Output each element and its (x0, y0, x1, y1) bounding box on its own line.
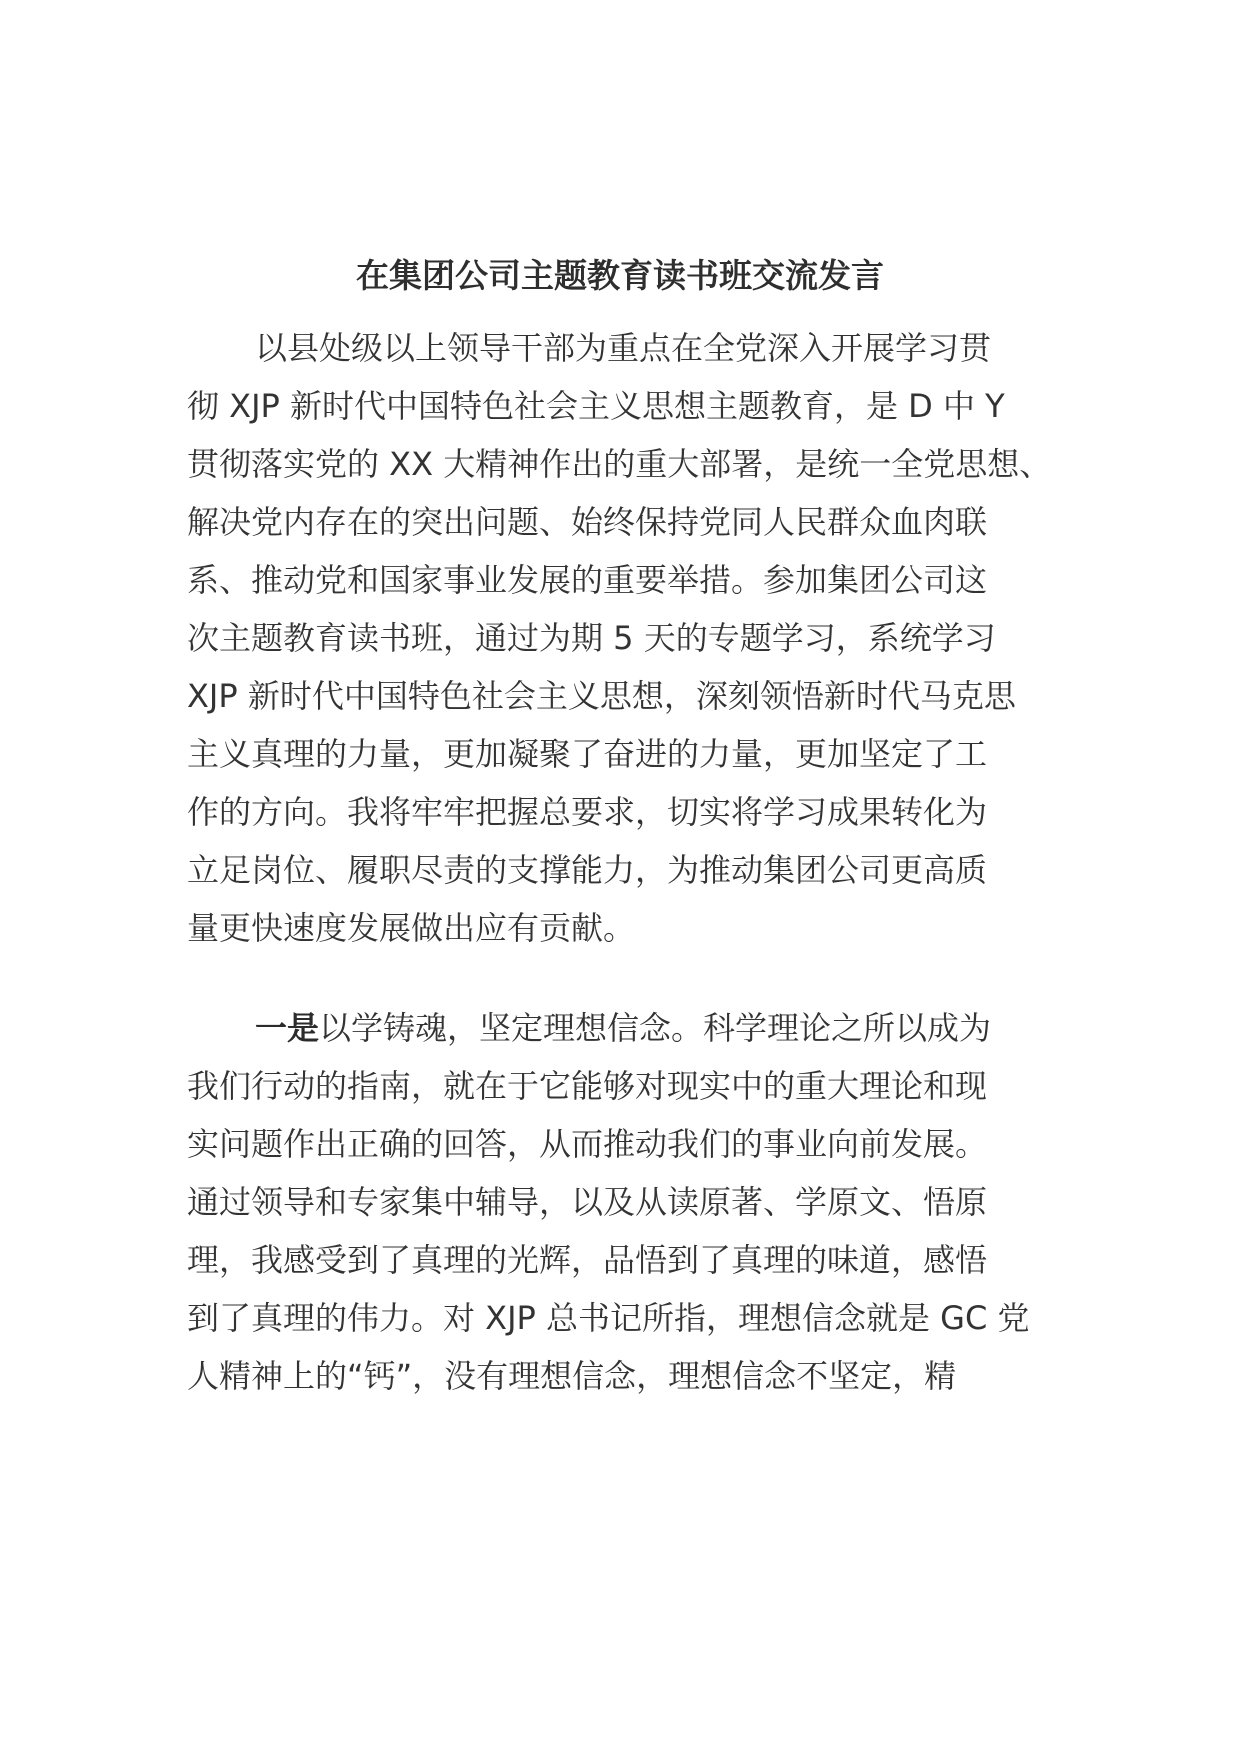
paragraph-1-line: XJP 新时代中国特色社会主义思想，深刻领悟新时代马克思 (187, 677, 1016, 715)
paragraph-2-line: 实问题作出正确的回答，从而推动我们的事业向前发展。 (187, 1125, 988, 1163)
paragraph-2-line: 人精神上的“钙”，没有理想信念，理想信念不坚定，精 (187, 1357, 957, 1395)
paragraph-2-first-line (255, 1006, 991, 1050)
paragraph-2-line: 理，我感受到了真理的光辉，品悟到了真理的味道，感悟 (187, 1241, 988, 1279)
document-title: 在集团公司主题教育读书班交流发言 (356, 256, 884, 295)
paragraph-2-first-line-text: 以学铸魂，坚定理想信念。科学理论之所以成为 (319, 1009, 992, 1047)
paragraph-1-line: 解决党内存在的突出问题、始终保持党同人民群众血肉联 (187, 503, 988, 541)
paragraph-1-line: 立足岗位、履职尽责的支撑能力，为推动集团公司更高质 (187, 851, 988, 889)
paragraph-2-line: 我们行动的指南，就在于它能够对现实中的重大理论和现 (187, 1067, 988, 1105)
paragraph-1-line: 量更快速度发展做出应有贡献。 (187, 909, 636, 947)
paragraph-1-line: 贯彻落实党的 XX 大精神作出的重大部署，是统一全党思想、 (187, 445, 1052, 483)
paragraph-1-line: 彻 XJP 新时代中国特色社会主义思想主题教育，是 D 中 Y (187, 387, 1005, 425)
paragraph-2-line: 通过领导和专家集中辅导，以及从读原著、学原文、悟原 (187, 1183, 988, 1221)
paragraph-1-line: 主义真理的力量，更加凝聚了奋进的力量，更加坚定了工 (187, 735, 988, 773)
paragraph-1-line: 以县处级以上领导干部为重点在全党深入开展学习贯 (255, 329, 992, 367)
paragraph-2-lead: 一是 (255, 1009, 320, 1047)
paragraph-2-line: 到了真理的伟力。对 XJP 总书记所指，理想信念就是 GC 党 (187, 1299, 1030, 1337)
paragraph-1-line: 系、推动党和国家事业发展的重要举措。参加集团公司这 (187, 561, 988, 599)
paragraph-1-line: 次主题教育读书班，通过为期 5 天的专题学习，系统学习 (187, 619, 996, 657)
paragraph-1-line: 作的方向。我将牢牢把握总要求，切实将学习成果转化为 (187, 793, 988, 831)
